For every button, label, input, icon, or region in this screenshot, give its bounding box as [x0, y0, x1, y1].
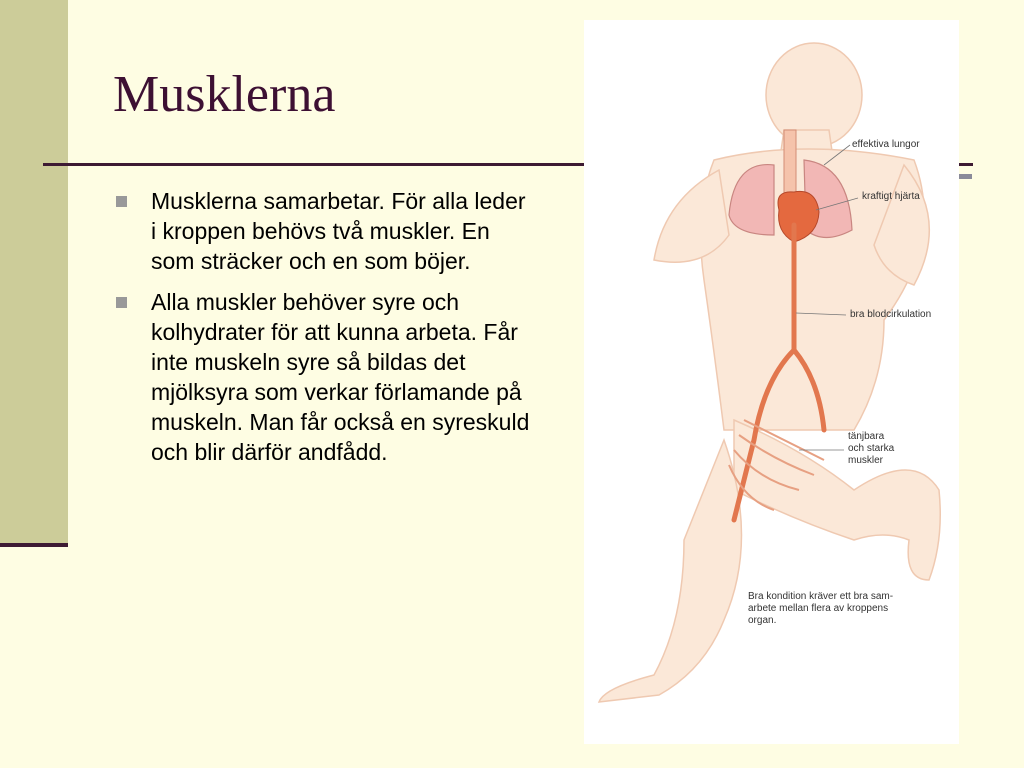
square-bullet-icon: [116, 297, 127, 308]
bullet-text: Alla muskler behöver syre och kolhydrater för att kunna arbeta. Får inte muskeln syre så bildas det mjölksyra som verkar förlamande på muskeln. Man får också en syreskuld och blir därför andfådd.: [151, 289, 530, 465]
anatomy-figure: [584, 20, 959, 744]
bullet-item: [113, 287, 533, 467]
label-bra-blodcirkulation: bra blodcirkulation: [850, 309, 932, 320]
front-leg-shape: [734, 420, 940, 580]
title-divider-accent: [958, 174, 972, 179]
left-accent-rule: [0, 543, 68, 547]
caption-line-2: arbete mellan flera av kroppens: [748, 603, 889, 614]
label-effektiva-lungor: effektiva lungor: [852, 139, 920, 150]
caption-line-3: organ.: [748, 615, 777, 626]
label-muskler-line-2: och starka: [848, 443, 895, 454]
runner-illustration: [584, 20, 959, 744]
label-muskler-line-3: muskler: [848, 455, 884, 466]
label-muskler: [848, 431, 894, 467]
slide-title: Musklerna: [113, 66, 336, 123]
bullet-list: [113, 186, 533, 478]
left-accent-bar: [0, 0, 68, 545]
caption-line-1: Bra kondition kräver ett bra sam-: [748, 591, 894, 602]
bullet-text: Musklerna samarbetar. För alla leder i kroppen behövs två muskler. En som sträcker och en som böjer.: [151, 188, 526, 274]
label-muskler-line-1: tänjbara: [848, 431, 885, 442]
figure-caption: [748, 591, 893, 627]
label-kraftigt-hjarta: kraftigt hjärta: [862, 191, 920, 202]
back-leg-shape: [599, 440, 742, 702]
left-arm-shape: [654, 170, 729, 262]
trachea-shape: [784, 130, 796, 200]
bullet-item: [113, 186, 533, 276]
square-bullet-icon: [116, 196, 127, 207]
